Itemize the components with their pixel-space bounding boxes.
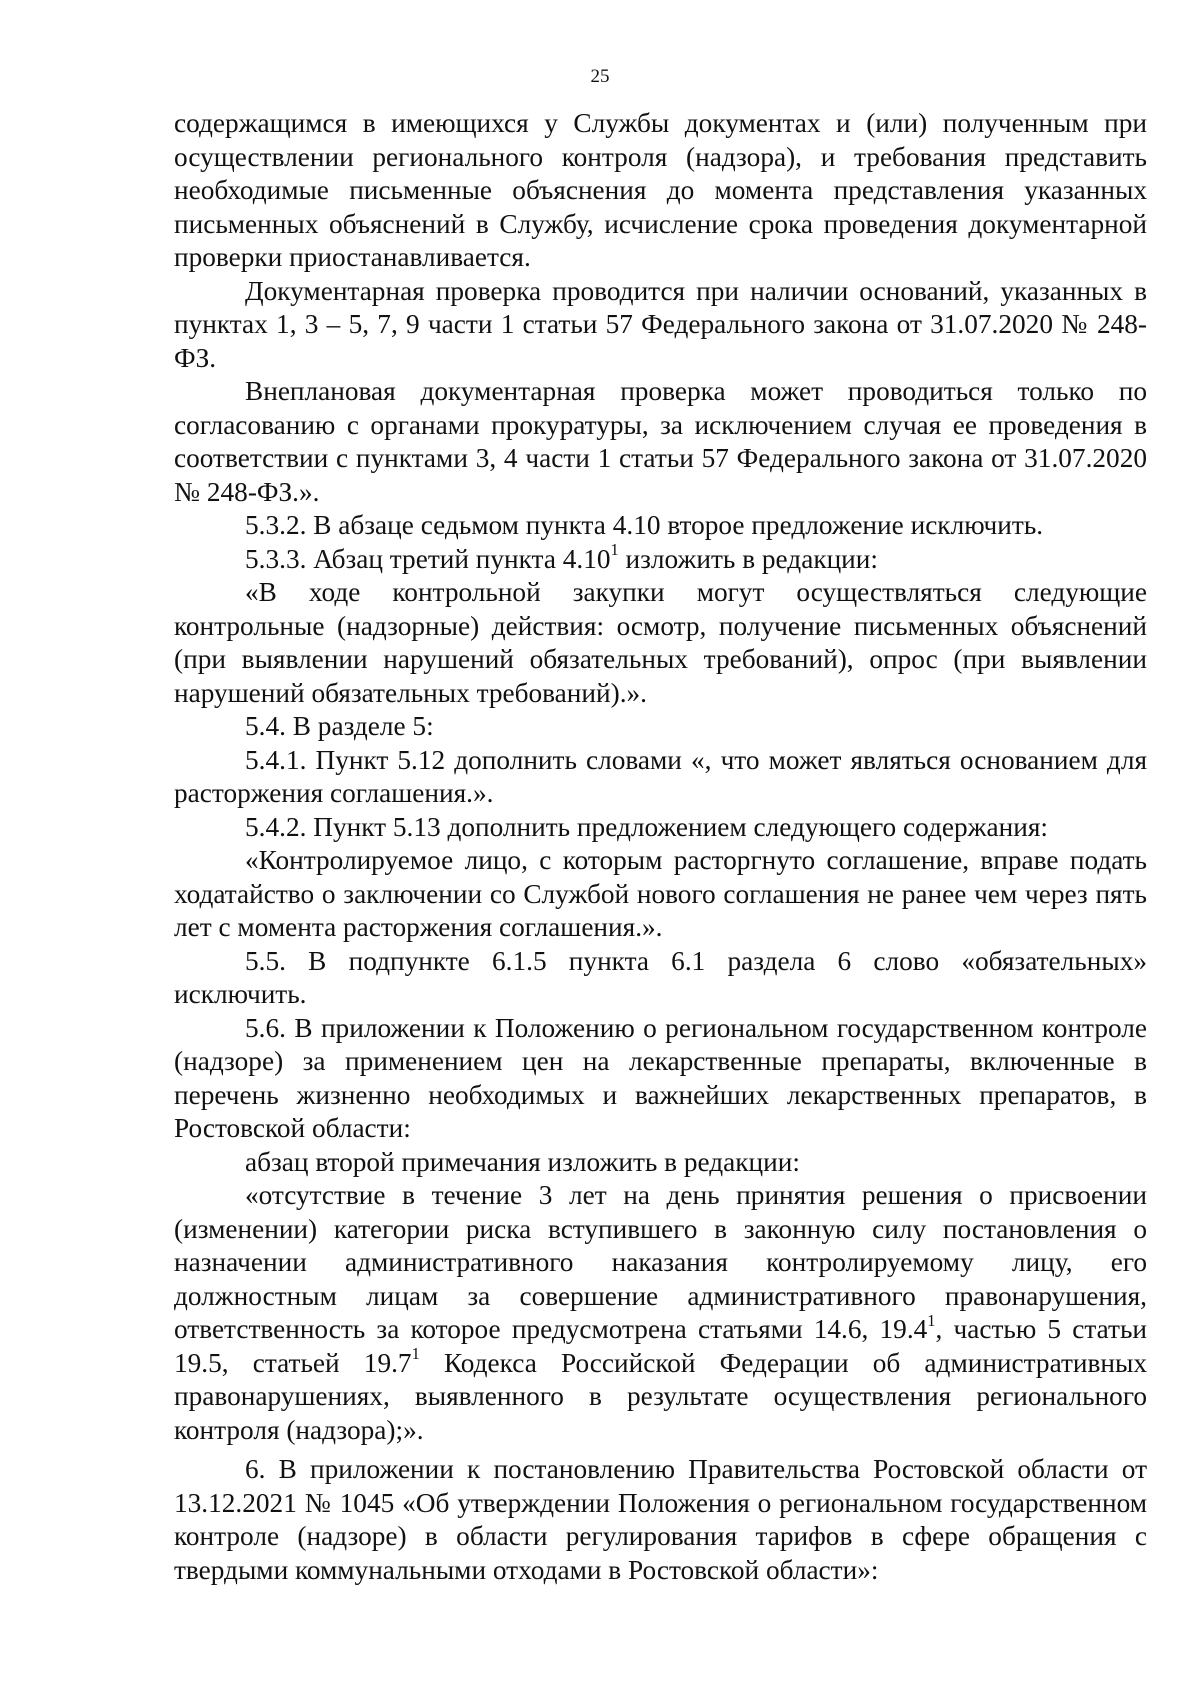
paragraph-continuation: содержащимся в имеющихся у Службы документах и (или) полученным при осуществлении регионального контроля (надзора), и требования представить необходимые письменные объяснения до момента представления указанных письменных объяснений в Службу, исчисление срока проведения документарной проверки приостанавливается. bbox=[174, 108, 1147, 272]
superscript-mark: 1 bbox=[610, 540, 619, 560]
paragraph-unscheduled-check: Внеплановая документарная проверка может проводиться только по согласованию с органами прокуратуры, за исключением случая ее проведения в соответствии с пунктами 3, 4 части 1 статьи 57 Федерального закона от 31.07.2020 № 248-ФЗ.». bbox=[174, 376, 1147, 507]
paragraph-5-4-2: 5.4.2. Пункт 5.13 дополнить предложением следующего содержания: bbox=[245, 811, 1048, 842]
paragraph-documentary-check-grounds: Документарная проверка проводится при наличии оснований, указанных в пунктах 1, 3 – 5, 7, 9 части 1 статьи 57 Федерального закона от 31.07.2020 № 248-ФЗ. bbox=[174, 275, 1147, 373]
page-number: 25 bbox=[590, 66, 610, 87]
paragraph-5-4: 5.4. В разделе 5: bbox=[245, 711, 434, 741]
paragraph-note-second: абзац второй примечания изложить в редакции: bbox=[245, 1146, 800, 1177]
paragraph-5-3-3-text-b: изложить в редакции: bbox=[618, 543, 878, 574]
paragraph-5-3-3-text-a: 5.3.3. Абзац третий пункта 4.10 bbox=[245, 543, 611, 574]
superscript-mark: 1 bbox=[411, 1344, 420, 1364]
paragraph-absence-quote bbox=[174, 1179, 1147, 1447]
paragraph-absence-text-a: «отсутствие в течение 3 лет на день принятия решения о присвоении (изменении) категории риска вступившего в законную силу постановления о назначении административного наказания контролируемому лицу, его должностным лицам за совершение административного правонарушения, ответственность за которое предусмотрена статьями 14.6, 19.4 bbox=[174, 1180, 1147, 1344]
paragraph-absence-text-b: , частью 5 статьи 19.5, статьей 19.7 bbox=[174, 1314, 1147, 1378]
paragraph-5-3-2: 5.3.2. В абзаце седьмом пункта 4.10 второе предложение исключить. bbox=[245, 510, 1044, 540]
paragraph-5-3-3 bbox=[174, 540, 1147, 577]
paragraph-controlled-person-quote: «Контролируемое лицо, с которым расторгнуто соглашение, вправе подать ходатайство о заключении со Службой нового соглашения не ранее чем через пять лет с момента расторжения соглашения.». bbox=[174, 845, 1147, 942]
paragraph-5-4-1: 5.4.1. Пункт 5.12 дополнить словами «, что может являться основанием для расторжения соглашения.». bbox=[174, 744, 1147, 808]
paragraph-5-6: 5.6. В приложении к Положению о региональном государственном контроле (надзоре) за применением цен на лекарственные препараты, включенные в перечень жизненно необходимых и важнейших лекарственных препаратов, в Ростовской области: bbox=[174, 1012, 1147, 1143]
paragraph-5-5: 5.5. В подпункте 6.1.5 пункта 6.1 раздела 6 слово «обязательных» исключить. bbox=[174, 945, 1147, 1009]
document-body bbox=[174, 107, 1147, 1587]
paragraph-control-purchase-quote: «В ходе контрольной закупки могут осуществляться следующие контрольные (надзорные) действия: осмотр, получение письменных объяснений (при выявлении нарушений обязательных требований), опрос (при выявлении нарушений обязательных требований).». bbox=[174, 577, 1147, 708]
superscript-mark: 1 bbox=[927, 1310, 936, 1330]
paragraph-absence-text-c: Кодекса Российской Федерации об административных правонарушениях, выявленного в результате осуществления регионального контроля (надзора);». bbox=[174, 1347, 1147, 1445]
paragraph-6: 6. В приложении к постановлению Правительства Ростовской области от 13.12.2021 № 1045 «Об утверждении Положения о региональном государственном контроле (надзоре) в области регулирования тарифов в сфере обращения с твердыми коммунальными отходами в Ростовской области»: bbox=[174, 1454, 1147, 1585]
